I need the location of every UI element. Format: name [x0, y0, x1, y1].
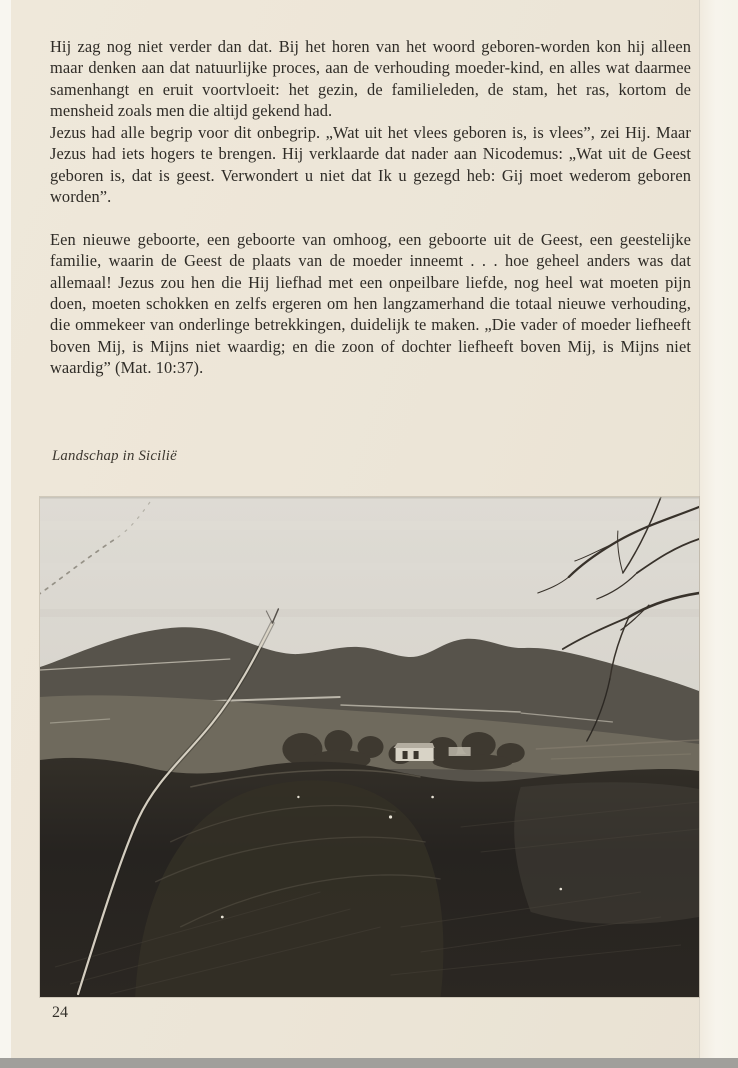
scan-edge-bottom — [0, 1058, 738, 1068]
landscape-photo-illustration — [40, 497, 699, 997]
paragraph: Hij zag nog niet verder dan dat. Bij het horen van het woord geboren-worden kon hij alleen maar denken aan dat natuurlijke proces, aan de verhouding moeder-kind, en alles wat daarmee samenhangt en eruit voortvloeit: het gezin, de familieleden, de stam, het ras, kortom de mensheid zoals men die altijd gekend had. — [50, 37, 691, 121]
photo-top-edge — [40, 497, 699, 499]
page-number: 24 — [52, 1004, 68, 1021]
body-text — [50, 36, 691, 379]
paragraph: Een nieuwe geboorte, een geboorte van omhoog, een geboorte uit de Geest, een geestelijke familie, waarin de Geest de plaats van de moeder inneemt . . . hoe geheel anders was dat allemaal! Jezus zou hen die Hij liefhad met een onpeilbare liefde, nog heel wat moeten pijn doen, moeten schokken en zelfs ergeren om hen langzamerhand die totaal nieuwe verhouding, die ommekeer van onderlinge betrekkingen, duidelijk te maken. „Die vader of moeder liefheeft boven Mij, is Mijns niet waardig; en die zoon of dochter liefheeft boven Mij, is Mijns niet waardig” (Mat. 10:37). — [50, 229, 691, 378]
page-right-margin — [699, 0, 738, 1068]
foreground-hillside — [40, 740, 699, 997]
photo-caption: Landschap in Sicilië — [52, 448, 177, 464]
landscape-photo — [40, 497, 699, 997]
paragraph: Jezus had alle begrip voor dit onbegrip. „Wat uit het vlees geboren is, is vlees”, zei Hij. Maar Jezus had iets hogers te brengen. Hij verklaarde dat nader aan Nicodemus: „Wat uit de Geest geboren is, dat is geest. Verwondert u niet dat Ik u gezegd heb: Gij moet wederom geboren worden”. — [50, 122, 691, 207]
scan-edge-left — [0, 0, 11, 1068]
